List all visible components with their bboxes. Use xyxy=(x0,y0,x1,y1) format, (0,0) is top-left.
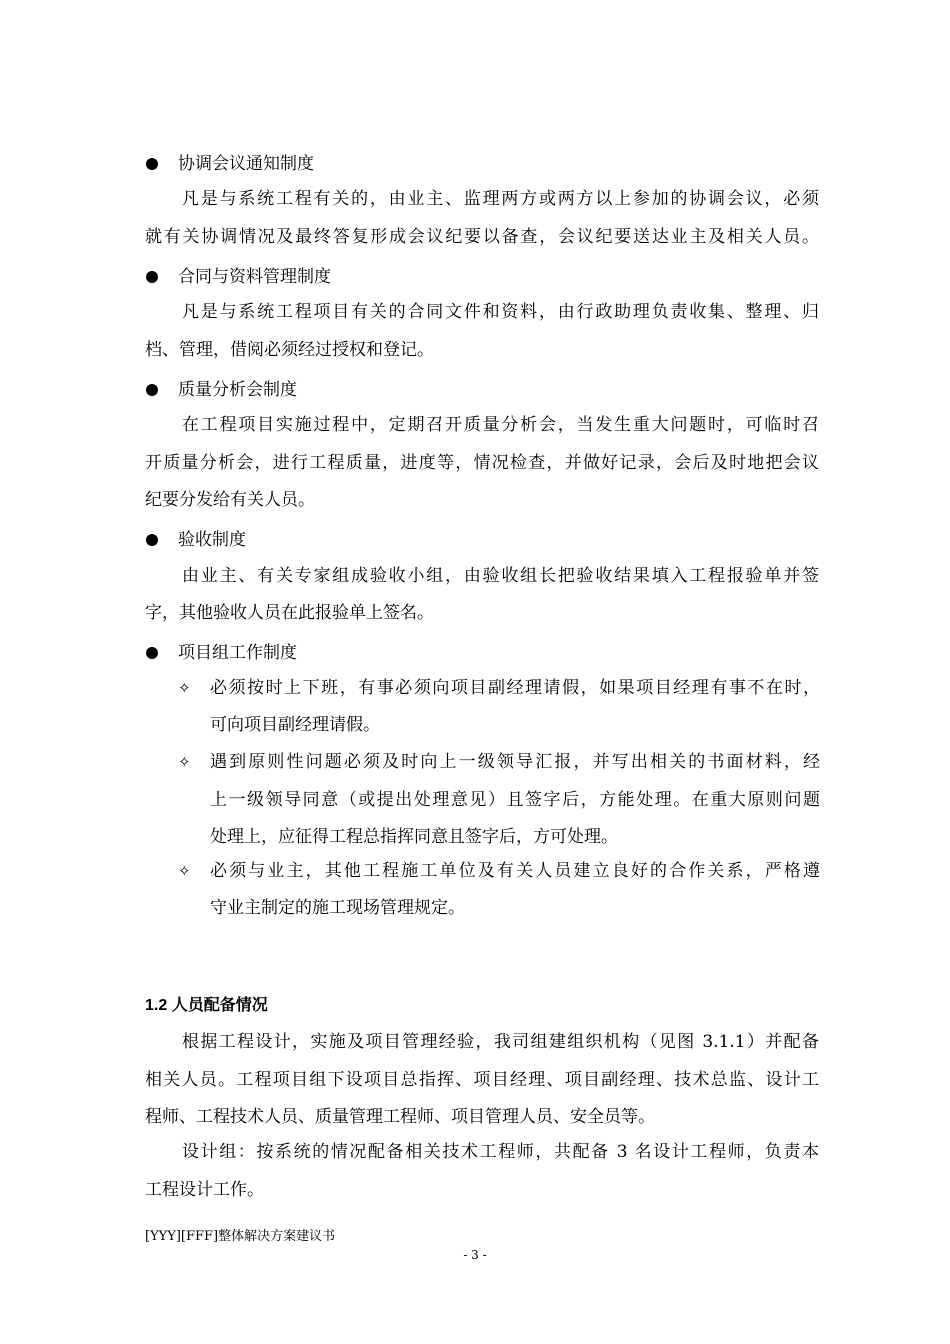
paragraph-line: 纪要分发给有关人员。 xyxy=(145,490,315,510)
subitem-line: 必须与业主，其他工程施工单位及有关人员建立良好的合作关系，严格遵 xyxy=(210,861,820,881)
bullet-icon xyxy=(146,534,158,546)
paragraph-line: 相关人员。工程项目组下设项目总指挥、项目经理、项目副经理、技术总监、设计工 xyxy=(145,1070,819,1090)
paragraph-line: 程师、工程技术人员、质量管理工程师、项目管理人员、安全员等。 xyxy=(145,1107,655,1127)
section-title: 验收制度 xyxy=(178,530,246,550)
bullet-icon xyxy=(146,271,158,283)
paragraph-line: 由业主、有关专家组成验收小组，由验收组长把验收结果填入工程报验单并签 xyxy=(182,566,819,586)
subitem-line: 守业主制定的施工现场管理规定。 xyxy=(210,898,465,918)
diamond-bullet-icon: ✧ xyxy=(178,753,191,771)
paragraph-line: 字，其他验收人员在此报验单上签名。 xyxy=(145,603,434,623)
subitem-line: 必须按时上下班，有事必须向项目副经理请假，如果项目经理有事不在时， xyxy=(210,678,820,698)
paragraph-line: 根据工程设计，实施及项目管理经验，我司组建组织机构（见图 3.1.1）并配备 xyxy=(182,1032,819,1052)
paragraph-line: 凡是与系统工程项目有关的合同文件和资料，由行政助理负责收集、整理、归 xyxy=(182,302,819,322)
paragraph-line: 开质量分析会，进行工程质量，进度等，情况检查，并做好记录，会后及时地把会议 xyxy=(145,453,819,473)
section-heading: 1.2 人员配备情况 xyxy=(145,997,268,1014)
subitem-line: 处理上，应征得工程总指挥同意且签字后，方可处理。 xyxy=(210,827,618,847)
diamond-bullet-icon: ✧ xyxy=(178,679,191,697)
bullet-icon xyxy=(146,384,158,396)
section-title: 合同与资料管理制度 xyxy=(178,267,331,287)
footer-doc-title: [YYY][FFF]整体解决方案建议书 xyxy=(145,1229,336,1244)
paragraph-line: 工程设计工作。 xyxy=(145,1180,264,1200)
paragraph-line: 凡是与系统工程有关的，由业主、监理两方或两方以上参加的协调会议，必须 xyxy=(182,189,819,209)
bullet-icon xyxy=(146,158,158,170)
bullet-icon xyxy=(146,647,158,659)
paragraph-line: 在工程项目实施过程中，定期召开质量分析会，当发生重大问题时，可临时召 xyxy=(182,415,819,435)
subitem-line: 遇到原则性问题必须及时向上一级领导汇报，并写出相关的书面材料，经 xyxy=(210,752,820,772)
paragraph-line: 就有关协调情况及最终答复形成会议纪要以备查，会议纪要送达业主及相关人员。 xyxy=(145,227,819,247)
paragraph-line: 档、管理，借阅必须经过授权和登记。 xyxy=(145,340,434,360)
section-title: 协调会议通知制度 xyxy=(178,154,314,174)
diamond-bullet-icon: ✧ xyxy=(178,862,191,880)
subitem-line: 上一级领导同意（或提出处理意见）且签字后，方能处理。在重大原则问题 xyxy=(210,790,820,810)
subitem-line: 可向项目副经理请假。 xyxy=(210,715,380,735)
section-title: 质量分析会制度 xyxy=(178,380,297,400)
page-number: - 3 - xyxy=(463,1248,487,1262)
section-title: 项目组工作制度 xyxy=(178,643,297,663)
paragraph-line: 设计组：按系统的情况配备相关技术工程师，共配备 3 名设计工程师，负责本 xyxy=(182,1142,819,1162)
